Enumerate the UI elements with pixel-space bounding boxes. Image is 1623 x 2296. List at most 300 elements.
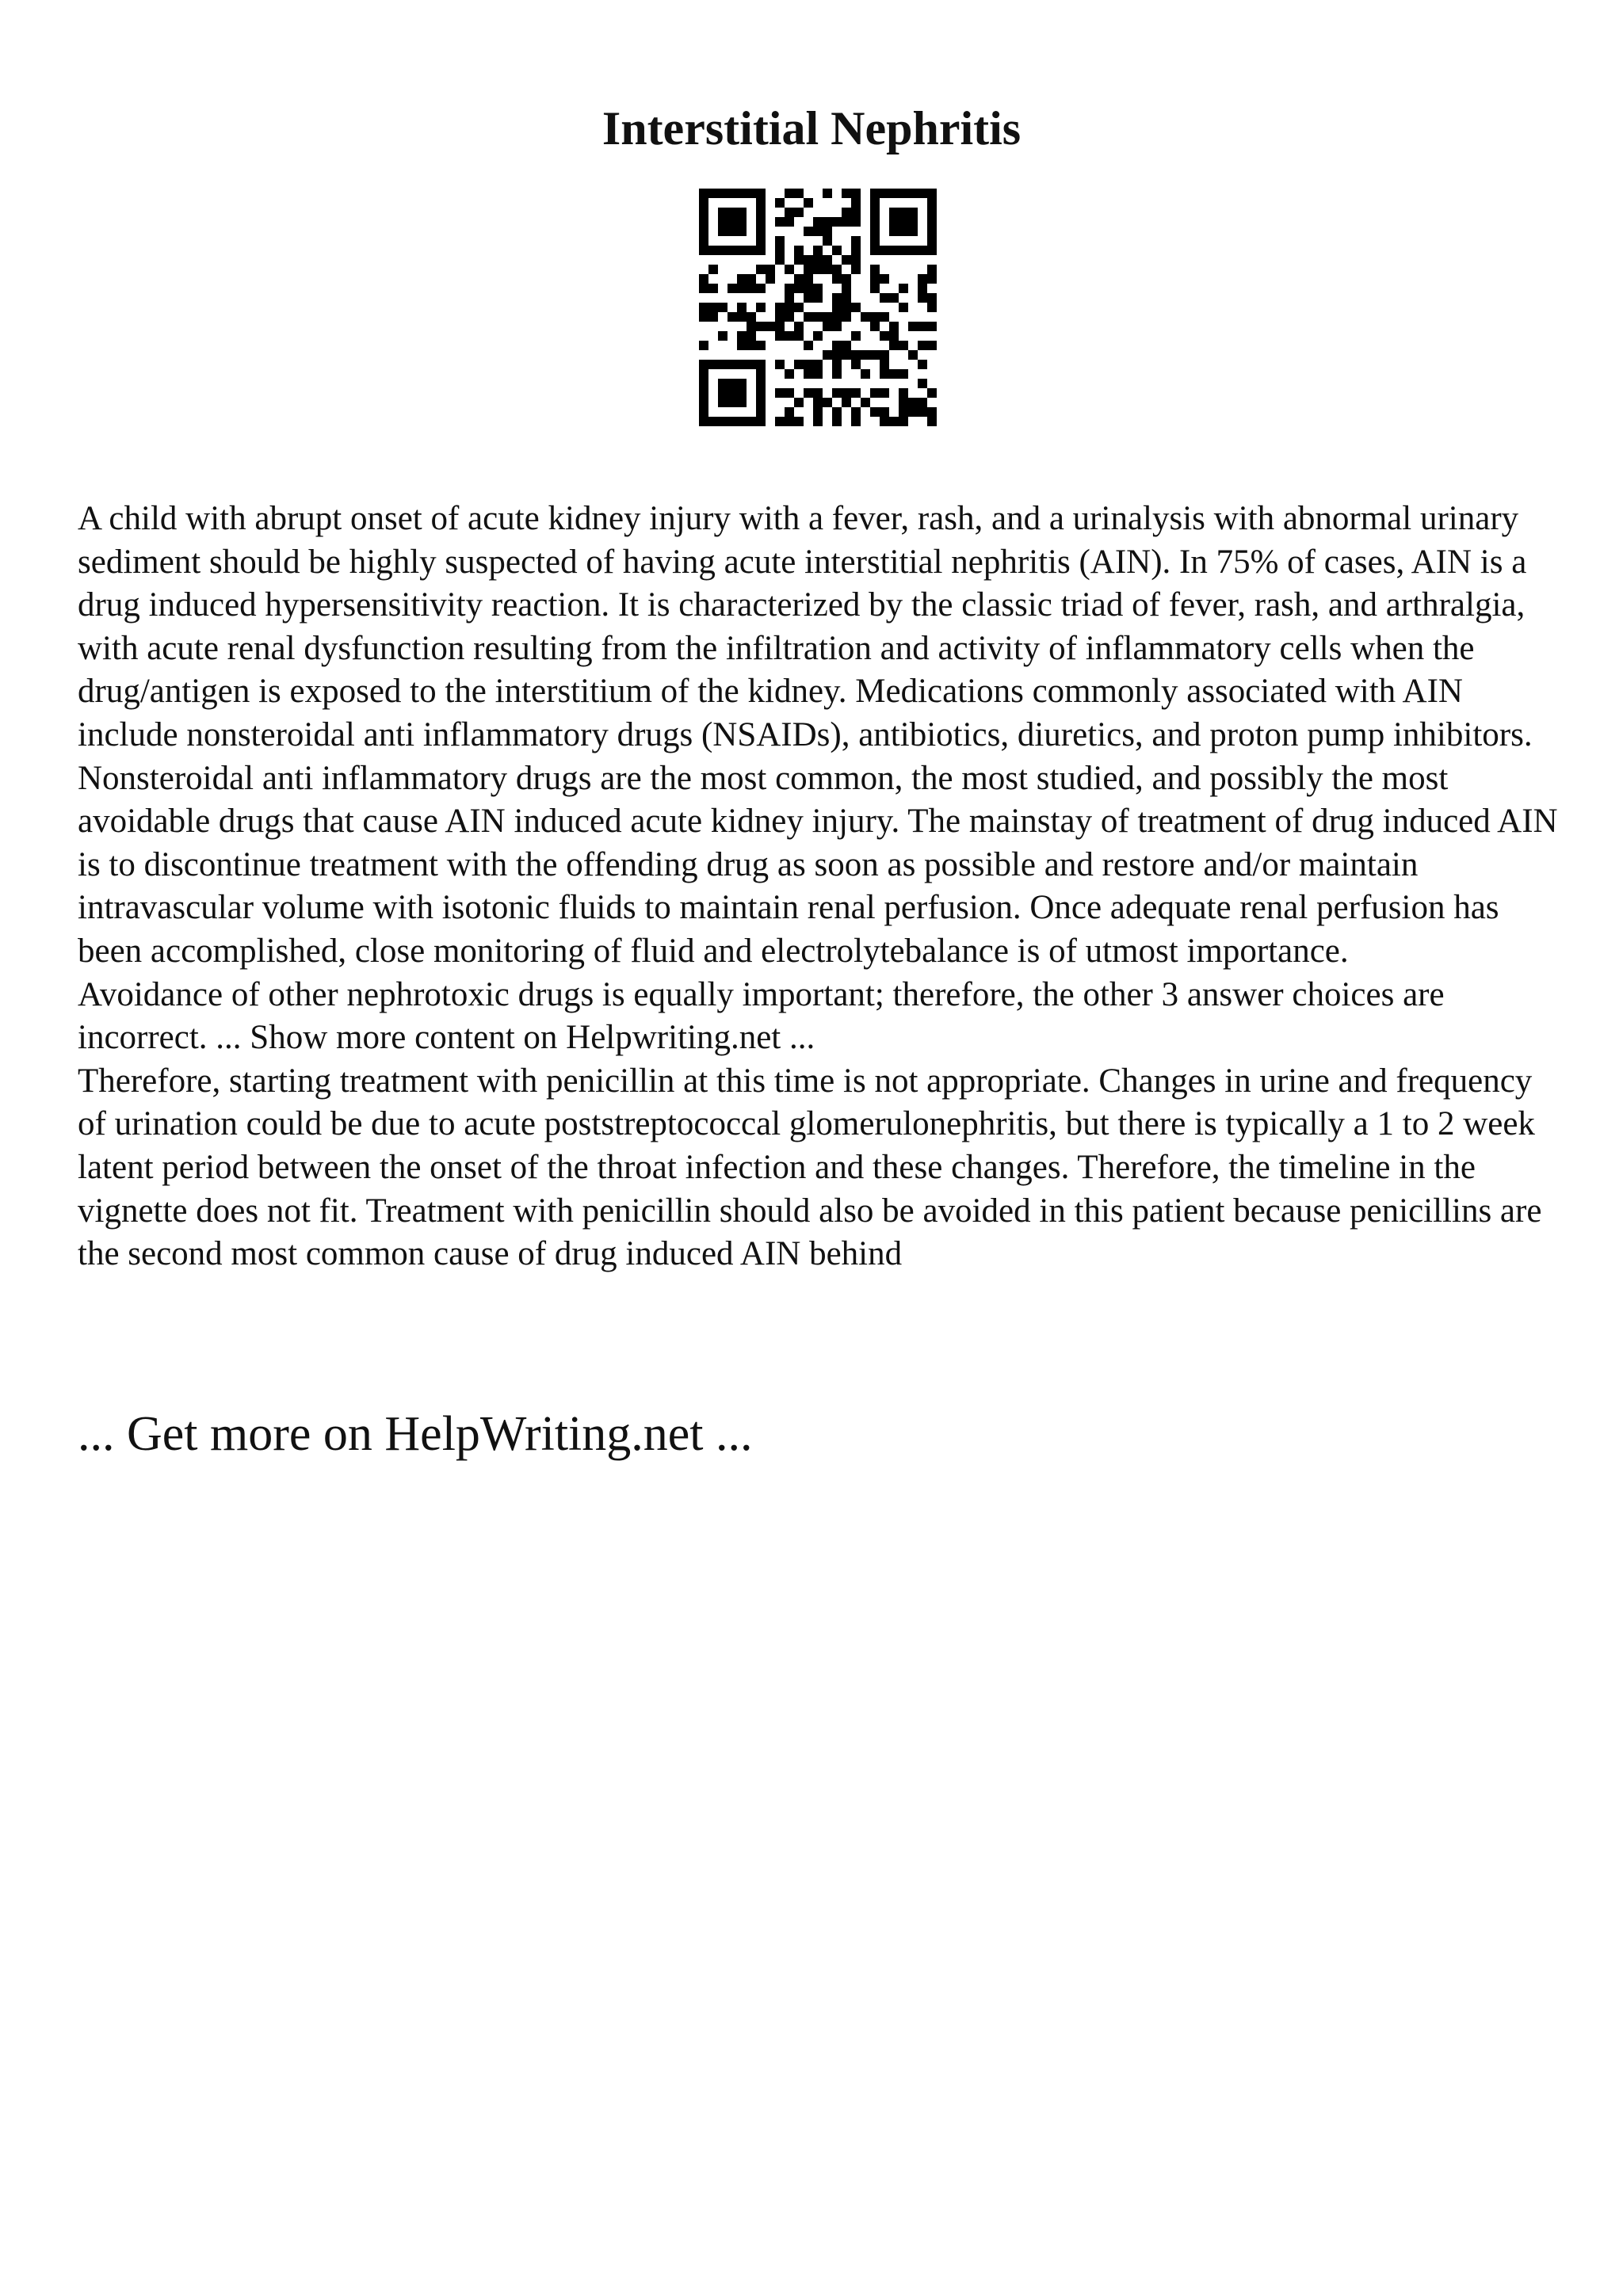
qr-module — [718, 360, 727, 369]
qr-module — [718, 303, 727, 312]
qr-module — [699, 369, 708, 379]
qr-module — [918, 398, 927, 407]
qr-module — [927, 341, 937, 350]
qr-module — [927, 246, 937, 255]
qr-module — [785, 407, 794, 417]
qr-module — [851, 189, 861, 198]
qr-module — [708, 360, 718, 369]
qr-module — [842, 189, 851, 198]
qr-module — [927, 198, 937, 208]
qr-module — [727, 379, 737, 388]
qr-module — [737, 417, 747, 426]
qr-module — [813, 217, 823, 227]
qr-module — [899, 246, 908, 255]
qr-module — [794, 246, 804, 255]
qr-module — [718, 331, 727, 341]
qr-module — [842, 284, 851, 293]
qr-module — [794, 208, 804, 217]
qr-module — [870, 217, 880, 227]
qr-module — [918, 360, 927, 369]
qr-module — [832, 274, 842, 284]
qr-module — [813, 265, 823, 274]
qr-module — [737, 284, 747, 293]
qr-module — [823, 350, 832, 360]
qr-module — [727, 417, 737, 426]
qr-module — [880, 274, 889, 284]
qr-module — [699, 236, 708, 246]
qr-module — [699, 312, 708, 322]
qr-module — [832, 350, 842, 360]
qr-module — [823, 189, 832, 198]
qr-module — [756, 284, 766, 293]
get-more-link[interactable]: ... Get more on HelpWriting.net ... — [78, 1407, 753, 1461]
qr-module — [908, 217, 918, 227]
qr-module — [832, 246, 842, 255]
qr-module — [756, 398, 766, 407]
qr-module — [880, 189, 889, 198]
qr-module — [756, 208, 766, 217]
qr-module — [908, 227, 918, 236]
qr-module — [727, 217, 737, 227]
qr-module — [775, 255, 785, 265]
qr-module — [889, 293, 899, 303]
qr-module — [775, 312, 785, 322]
qr-module — [870, 227, 880, 236]
qr-module — [899, 417, 908, 426]
qr-module — [927, 417, 937, 426]
qr-module — [708, 417, 718, 426]
qr-module — [870, 236, 880, 246]
qr-module — [918, 322, 927, 331]
qr-module — [718, 217, 727, 227]
qr-module — [756, 217, 766, 227]
qr-module — [718, 388, 727, 398]
qr-module — [832, 388, 842, 398]
qr-module — [908, 398, 918, 407]
qr-module — [737, 246, 747, 255]
qr-module — [699, 246, 708, 255]
qr-module — [899, 227, 908, 236]
qr-module — [832, 312, 842, 322]
qr-module — [832, 217, 842, 227]
qr-module — [889, 417, 899, 426]
qr-module — [747, 331, 756, 341]
qr-module — [794, 303, 804, 312]
qr-module — [899, 303, 908, 312]
qr-module — [727, 388, 737, 398]
qr-module — [794, 398, 804, 407]
qr-module — [794, 284, 804, 293]
qr-module — [747, 312, 756, 322]
qr-module — [737, 379, 747, 388]
qr-module — [747, 341, 756, 350]
document-body — [78, 498, 1568, 1276]
qr-module — [785, 265, 794, 274]
qr-module — [889, 341, 899, 350]
qr-module — [785, 331, 794, 341]
qr-module — [918, 274, 927, 284]
qr-module — [756, 360, 766, 369]
qr-module — [918, 189, 927, 198]
qr-module — [861, 369, 870, 379]
qr-module — [870, 388, 880, 398]
qr-module — [756, 417, 766, 426]
qr-module — [832, 293, 842, 303]
qr-module — [708, 246, 718, 255]
qr-module — [851, 198, 861, 208]
qr-module — [718, 246, 727, 255]
qr-module — [813, 255, 823, 265]
qr-module — [927, 407, 937, 417]
qr-module — [804, 274, 813, 284]
qr-module — [880, 350, 889, 360]
qr-module — [813, 417, 823, 426]
qr-module — [870, 208, 880, 217]
qr-module — [880, 417, 889, 426]
qr-module — [727, 360, 737, 369]
qr-module — [823, 236, 832, 246]
qr-module — [870, 198, 880, 208]
qr-module — [785, 293, 794, 303]
qr-module — [899, 398, 908, 407]
qr-module — [851, 407, 861, 417]
qr-module — [918, 341, 927, 350]
qr-module — [927, 274, 937, 284]
qr-module — [747, 360, 756, 369]
qr-module — [918, 293, 927, 303]
qr-module — [775, 303, 785, 312]
qr-module — [794, 360, 804, 369]
qr-module — [851, 360, 861, 369]
qr-module — [927, 236, 937, 246]
qr-module — [756, 189, 766, 198]
qr-module — [851, 331, 861, 341]
qr-module — [699, 208, 708, 217]
qr-module — [842, 217, 851, 227]
qr-module — [766, 322, 775, 331]
qr-module — [708, 284, 718, 293]
qr-module — [880, 293, 889, 303]
qr-module — [908, 208, 918, 217]
qr-module — [880, 369, 889, 379]
qr-module — [775, 331, 785, 341]
qr-module — [842, 350, 851, 360]
qr-module — [727, 398, 737, 407]
qr-module — [699, 274, 708, 284]
qr-module — [851, 303, 861, 312]
qr-module — [899, 217, 908, 227]
qr-module — [851, 265, 861, 274]
qr-module — [718, 208, 727, 217]
qr-module — [794, 255, 804, 265]
qr-module — [832, 265, 842, 274]
qr-module — [927, 189, 937, 198]
qr-module — [708, 189, 718, 198]
body-paragraph-2: Avoidance of other nephrotoxic drugs is equally important; therefore, the other 3 answer choices are incorrect. ... Show more content on Helpwriting.net ... — [78, 975, 1445, 1057]
qr-module — [756, 388, 766, 398]
qr-module — [813, 398, 823, 407]
qr-module — [908, 407, 918, 417]
qr-module — [813, 407, 823, 417]
qr-module — [899, 189, 908, 198]
qr-module — [699, 217, 708, 227]
qr-module — [785, 189, 794, 198]
qr-module — [861, 312, 870, 322]
qr-module — [727, 227, 737, 236]
qr-module — [889, 369, 899, 379]
qr-module — [775, 388, 785, 398]
qr-module — [927, 293, 937, 303]
qr-module — [699, 198, 708, 208]
qr-module — [775, 246, 785, 255]
qr-module — [918, 379, 927, 388]
qr-module — [699, 189, 708, 198]
qr-module — [927, 217, 937, 227]
qr-module — [842, 208, 851, 217]
qr-module — [908, 322, 918, 331]
qr-module — [737, 341, 747, 350]
qr-module — [794, 189, 804, 198]
qr-module — [737, 312, 747, 322]
qr-module — [708, 303, 718, 312]
qr-module — [832, 303, 842, 312]
qr-module — [756, 379, 766, 388]
qr-module — [708, 265, 718, 274]
qr-module — [889, 322, 899, 331]
qr-module — [756, 322, 766, 331]
qr-module — [832, 369, 842, 379]
qr-module — [766, 274, 775, 284]
qr-module — [699, 284, 708, 293]
qr-module — [832, 322, 842, 331]
qr-module — [699, 417, 708, 426]
qr-module — [756, 236, 766, 246]
body-paragraph-1: A child with abrupt onset of acute kidney injury with a fever, rash, and a urinalysis with abnormal urinary sediment should be highly suspected of having acute interstitial nephritis (AIN). In 75% of cases, AIN is a drug induced hypersensitivity reaction. It is characterized by the classic triad of fever, rash, and arthralgia, with acute renal dysfunction resulting from the infiltration and activity of inflammatory cells when the drug/antigen is exposed to the interstitium of the kidney. Medications commonly associated with AIN include nonsteroidal anti inflammatory drugs (NSAIDs), antibiotics, diuretics, and proton pump inhibitors. Nonsteroidal anti inflammatory drugs are the most common, the most studied, and possibly the most avoidable drugs that cause AIN induced acute kidney injury. The mainstay of treatment of drug induced AIN is to discontinue treatment with the offending drug as soon as possible and restore and/or maintain intravascular volume with isotonic fluids to maintain renal perfusion. Once adequate renal perfusion has been accomplished, close monitoring of fluid and electrolytebalance is of utmost importance. — [78, 500, 1558, 970]
qr-module — [880, 246, 889, 255]
qr-module — [747, 189, 756, 198]
qr-module — [927, 265, 937, 274]
qr-module — [899, 208, 908, 217]
qr-module — [870, 322, 880, 331]
qr-module — [813, 331, 823, 341]
qr-module — [870, 312, 880, 322]
qr-module — [756, 369, 766, 379]
qr-module — [699, 227, 708, 236]
qr-module — [880, 388, 889, 398]
document-title: Interstitial Nephritis — [601, 102, 1022, 154]
qr-module — [804, 293, 813, 303]
qr-module — [804, 312, 813, 322]
qr-module — [861, 350, 870, 360]
qr-module — [851, 208, 861, 217]
qr-module — [870, 246, 880, 255]
qr-module — [918, 246, 927, 255]
qr-module — [813, 293, 823, 303]
qr-module — [708, 312, 718, 322]
qr-module — [918, 284, 927, 293]
qr-module — [870, 350, 880, 360]
qr-module — [908, 189, 918, 198]
qr-module — [842, 388, 851, 398]
qr-module — [842, 255, 851, 265]
qr-module — [880, 360, 889, 369]
qr-module — [775, 322, 785, 331]
qr-module — [775, 198, 785, 208]
qr-module — [870, 407, 880, 417]
qr-module — [899, 369, 908, 379]
qr-module — [737, 208, 747, 217]
qr-module — [794, 331, 804, 341]
qr-module — [832, 341, 842, 350]
qr-module — [718, 379, 727, 388]
qr-module — [804, 227, 813, 236]
qr-module — [927, 388, 937, 398]
qr-module — [813, 227, 823, 236]
qr-module — [727, 189, 737, 198]
qr-module — [756, 303, 766, 312]
qr-module — [756, 246, 766, 255]
qr-module — [737, 227, 747, 236]
qr-module — [737, 217, 747, 227]
qr-module — [870, 284, 880, 293]
qr-module — [899, 407, 908, 417]
qr-module — [747, 274, 756, 284]
qr-module — [813, 284, 823, 293]
qr-module — [699, 379, 708, 388]
qr-module — [851, 417, 861, 426]
qr-module — [747, 284, 756, 293]
qr-module — [785, 217, 794, 227]
qr-module — [775, 236, 785, 246]
qr-module — [832, 360, 842, 369]
qr-module — [785, 369, 794, 379]
qr-module — [851, 255, 861, 265]
qr-module — [785, 388, 794, 398]
qr-module — [842, 398, 851, 407]
qr-module — [747, 246, 756, 255]
qr-module — [737, 360, 747, 369]
qr-code-icon — [699, 189, 937, 426]
qr-module — [727, 312, 737, 322]
qr-module — [727, 284, 737, 293]
qr-module — [775, 217, 785, 227]
qr-module — [832, 417, 842, 426]
qr-module — [842, 274, 851, 284]
qr-module — [794, 322, 804, 331]
qr-module — [804, 360, 813, 369]
qr-module — [804, 265, 813, 274]
qr-module — [718, 227, 727, 236]
qr-module — [842, 293, 851, 303]
qr-module — [823, 322, 832, 331]
qr-module — [851, 350, 861, 360]
qr-module — [927, 208, 937, 217]
qr-module — [927, 303, 937, 312]
qr-module — [718, 398, 727, 407]
qr-module — [737, 189, 747, 198]
qr-module — [727, 246, 737, 255]
qr-module — [756, 198, 766, 208]
qr-module — [870, 274, 880, 284]
qr-module — [699, 303, 708, 312]
qr-module — [880, 407, 889, 417]
qr-module — [747, 322, 756, 331]
qr-module — [737, 303, 747, 312]
qr-module — [851, 246, 861, 255]
qr-module — [823, 265, 832, 274]
qr-module — [842, 341, 851, 350]
qr-module — [889, 208, 899, 217]
qr-module — [699, 388, 708, 398]
qr-module — [899, 341, 908, 350]
qr-module — [870, 189, 880, 198]
qr-module — [842, 303, 851, 312]
qr-module — [851, 236, 861, 246]
qr-module — [832, 407, 842, 417]
qr-module — [842, 312, 851, 322]
qr-module — [756, 265, 766, 274]
qr-module — [908, 350, 918, 360]
qr-module — [870, 265, 880, 274]
qr-module — [889, 331, 899, 341]
qr-module — [823, 255, 832, 265]
qr-module — [851, 217, 861, 227]
body-paragraph-3: Therefore, starting treatment with penicillin at this time is not appropriate. Changes in urine and frequency of urination could be due to acute poststreptococcal glomerulonephritis, but there is typically a 1 to 2 week latent period between the onset of the throat infection and these changes. Therefore, the timeline in the vignette does not fit. Treatment with penicillin should also be avoided in this patient because penicillins are the second most common cause of drug induced AIN behind — [78, 1062, 1542, 1273]
qr-module — [823, 312, 832, 322]
qr-module — [785, 284, 794, 293]
qr-module — [813, 388, 823, 398]
qr-module — [823, 227, 832, 236]
qr-module — [756, 341, 766, 350]
qr-module — [813, 360, 823, 369]
qr-module — [889, 246, 899, 255]
qr-module — [880, 331, 889, 341]
qr-module — [785, 208, 794, 217]
qr-module — [699, 398, 708, 407]
qr-module — [785, 417, 794, 426]
qr-module — [756, 227, 766, 236]
qr-module — [899, 284, 908, 293]
qr-module — [756, 407, 766, 417]
qr-module — [804, 388, 813, 398]
qr-module — [775, 417, 785, 426]
qr-module — [804, 198, 813, 208]
qr-module — [804, 369, 813, 379]
qr-module — [699, 341, 708, 350]
qr-module — [718, 189, 727, 198]
qr-module — [699, 360, 708, 369]
qr-module — [737, 388, 747, 398]
qr-module — [775, 360, 785, 369]
qr-module — [804, 255, 813, 265]
qr-module — [699, 407, 708, 417]
qr-module — [737, 274, 747, 284]
qr-module — [813, 312, 823, 322]
qr-module — [889, 227, 899, 236]
qr-module — [727, 208, 737, 217]
qr-module — [880, 312, 889, 322]
qr-module — [785, 303, 794, 312]
qr-module — [718, 417, 727, 426]
qr-module — [823, 398, 832, 407]
qr-module — [766, 265, 775, 274]
qr-module — [889, 189, 899, 198]
qr-module — [747, 417, 756, 426]
qr-module — [785, 312, 794, 322]
qr-module — [823, 217, 832, 227]
qr-module — [737, 331, 747, 341]
qr-module — [804, 341, 813, 350]
